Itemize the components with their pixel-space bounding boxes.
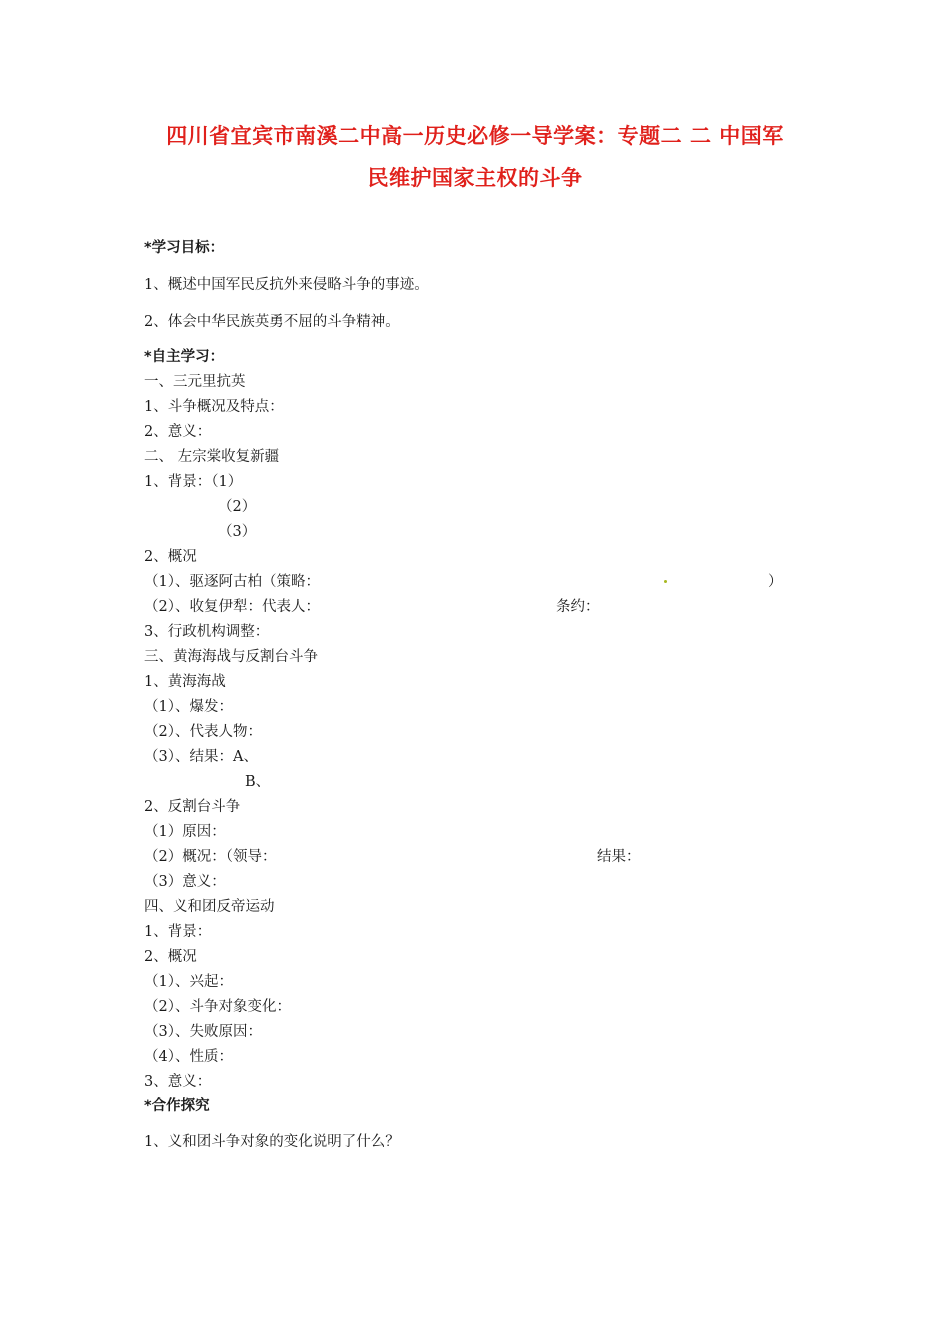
section-3-item-1c-b: B、 bbox=[245, 774, 271, 790]
section-4-overview-3: （3）、失败原因： bbox=[144, 1024, 262, 1040]
section-3-item-2a: （1）原因： bbox=[144, 824, 226, 840]
section-2-treaty-label: 条约： bbox=[556, 599, 600, 615]
section-3-item-2c: （3）意义： bbox=[144, 874, 226, 890]
section-1-line-1: 1、斗争概况及特点： bbox=[144, 399, 284, 415]
stray-mark bbox=[664, 580, 667, 583]
page-title-line-1: 四川省宜宾市南溪二中高一历史必修一导学案：专题二 二 中国军 bbox=[166, 124, 784, 148]
section-3-item-2: 2、反割台斗争 bbox=[144, 799, 241, 815]
coop-question-1: 1、义和团斗争对象的变化说明了什么？ bbox=[144, 1134, 400, 1150]
section-3-item-1: 1、黄海海战 bbox=[144, 674, 226, 690]
section-4-title: 四、义和团反帝运动 bbox=[144, 899, 275, 915]
self-study-heading: *自主学习： bbox=[144, 349, 225, 365]
section-2-background: 1、背景：（1） bbox=[144, 474, 243, 490]
section-4-meaning: 3、意义： bbox=[144, 1074, 212, 1090]
section-2-background-3: （3） bbox=[218, 524, 257, 540]
section-4-overview-1: （1）、兴起： bbox=[144, 974, 233, 990]
section-2-overview: 2、概况 bbox=[144, 549, 197, 565]
section-1-line-2: 2、意义： bbox=[144, 424, 212, 440]
goal-item-1: 1、概述中国军民反抗外来侵略斗争的事迹。 bbox=[144, 277, 429, 293]
section-3-item-1a: （1）、爆发： bbox=[144, 699, 233, 715]
coop-heading: *合作探究 bbox=[144, 1098, 210, 1114]
section-3-item-2b: （2）概况：（领导： bbox=[144, 849, 277, 865]
section-2-title: 二、 左宗棠收复新疆 bbox=[144, 449, 280, 465]
section-3-item-2b-result: 结果： bbox=[597, 849, 641, 865]
section-4-background: 1、背景： bbox=[144, 924, 212, 940]
section-2-admin: 3、行政机构调整： bbox=[144, 624, 270, 640]
section-4-overview: 2、概况 bbox=[144, 949, 197, 965]
section-1-title: 一、三元里抗英 bbox=[144, 374, 246, 390]
section-4-overview-4: （4）、性质： bbox=[144, 1049, 233, 1065]
section-2-overview-1: （1）、驱逐阿古柏（策略： bbox=[144, 574, 320, 590]
section-2-background-2: （2） bbox=[218, 499, 257, 515]
section-3-title: 三、黄海海战与反割台斗争 bbox=[144, 649, 318, 665]
section-2-overview-2: （2）、收复伊犁：代表人： bbox=[144, 599, 320, 615]
page-title-line-2: 民维护国家主权的斗争 bbox=[367, 166, 583, 190]
section-3-item-1c: （3）、结果：A、 bbox=[144, 749, 258, 765]
section-4-overview-2: （2）、斗争对象变化： bbox=[144, 999, 291, 1015]
goal-item-2: 2、体会中华民族英勇不屈的斗争精神。 bbox=[144, 314, 400, 330]
section-3-item-1b: （2）、代表人物： bbox=[144, 724, 262, 740]
goals-heading: *学习目标： bbox=[144, 240, 225, 256]
section-2-overview-1-close: ） bbox=[768, 574, 783, 590]
